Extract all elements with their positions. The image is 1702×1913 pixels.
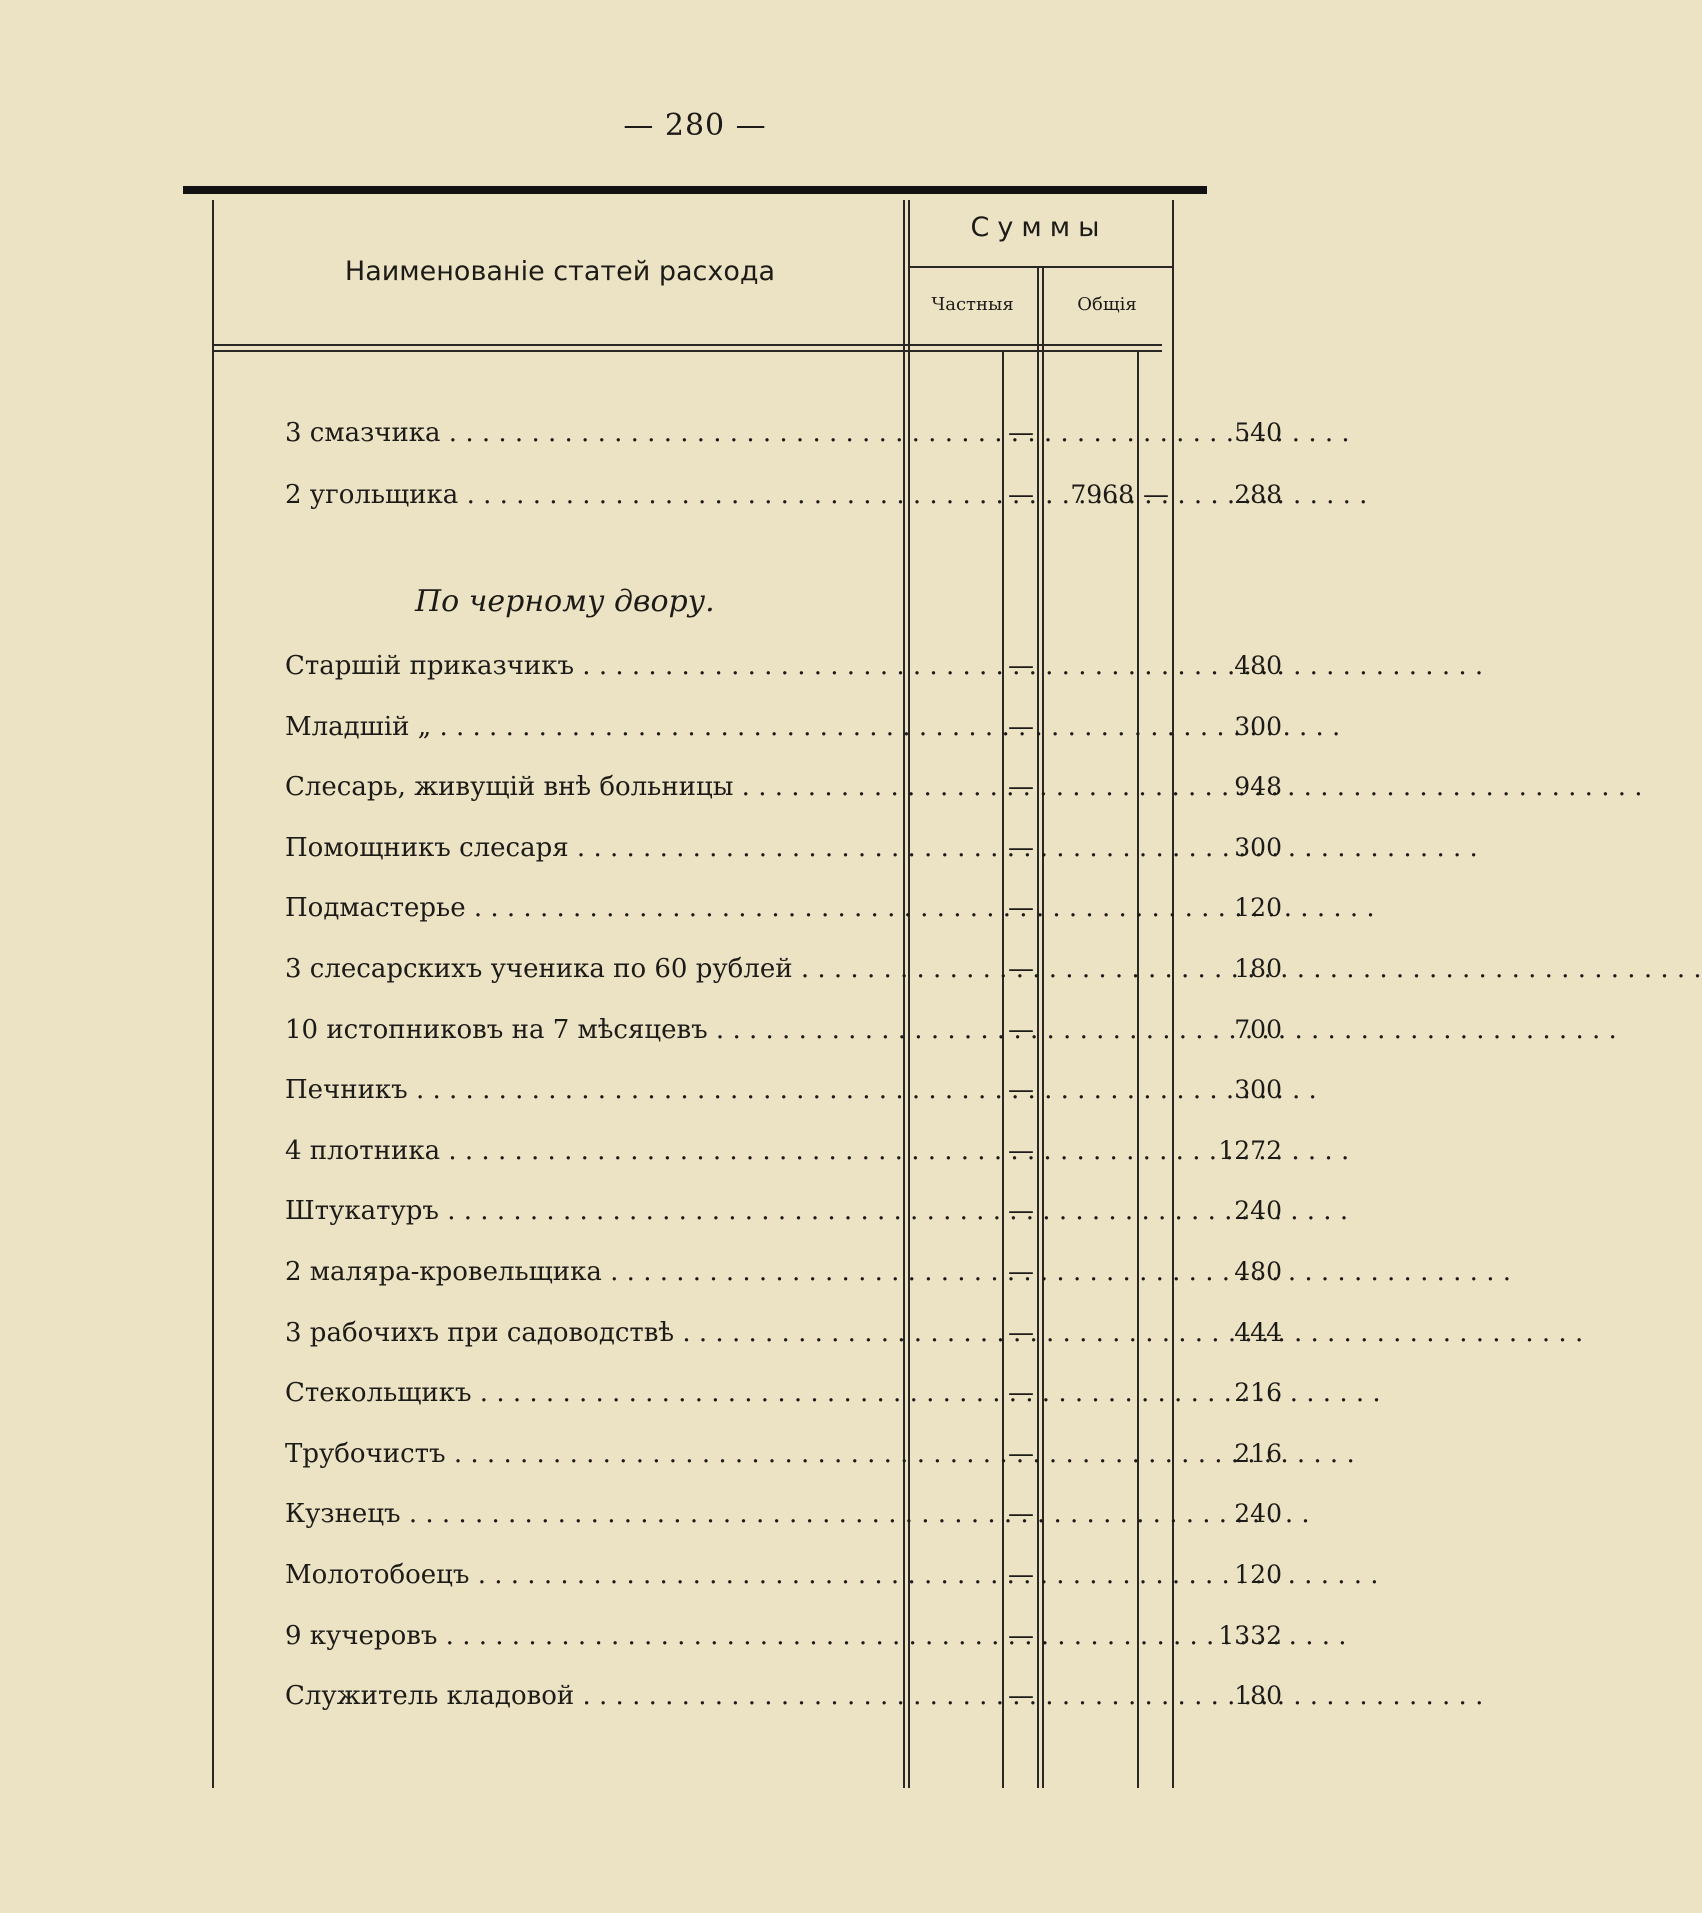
row-label: Штукатуръ . . .	[285, 1196, 895, 1226]
table-left-border	[212, 200, 214, 1788]
row-amount: 1332	[1218, 1620, 1282, 1650]
row-amount: 700	[1234, 1014, 1282, 1044]
row-amount: 1272	[1218, 1135, 1282, 1165]
row-dash: —	[1008, 711, 1034, 742]
row-label: Слесарь, живущій внѣ больницы . . .	[285, 772, 895, 802]
row-amount: 480	[1234, 651, 1282, 680]
sums-subheader-rule	[908, 266, 1172, 268]
row-label: 3 слесарскихъ ученика по 60 рублей . . .	[285, 954, 895, 984]
row-amount: 300	[1234, 711, 1282, 741]
row-amount: 480	[1234, 1257, 1282, 1286]
row-dash: —	[1008, 1317, 1034, 1348]
column-header-total: Общія	[1077, 294, 1137, 315]
row-label: 9 кучеровъ . . .	[285, 1621, 895, 1651]
row-dash: —	[1008, 480, 1034, 510]
row-label: 3 смазчика . . .	[285, 418, 895, 448]
row-label: Помощникъ слесаря . . .	[285, 833, 895, 863]
row-dash: —	[1008, 1560, 1034, 1590]
row-dash: —	[1008, 1257, 1034, 1287]
row-dash: —	[1008, 954, 1034, 984]
row-amount: 216	[1234, 1438, 1282, 1468]
column-header-private: Частныя	[931, 294, 1014, 315]
row-label: Подмастерье . . .	[285, 893, 895, 923]
page-number: — 280 —	[623, 108, 767, 143]
row-amount: 540	[1234, 418, 1282, 447]
row-label: 3 рабочихъ при садоводствѣ . . .	[285, 1318, 895, 1348]
row-dash: —	[1008, 1438, 1034, 1469]
row-amount: 300	[1234, 832, 1282, 862]
row-label: Старшій приказчикъ . . .	[285, 651, 895, 681]
row-amount: 240	[1234, 1196, 1282, 1226]
row-dash: —	[1008, 1075, 1034, 1106]
group-total	[0, 480, 1275, 520]
row-label: Печникъ . . .	[285, 1075, 895, 1105]
header-bottom-rule	[212, 344, 1162, 346]
top-rule	[183, 186, 1207, 194]
row-amount: 288	[1234, 480, 1282, 509]
row-dash: —	[1008, 1135, 1034, 1166]
row-label: 2 угольщика . . .	[285, 480, 895, 510]
row-dash: —	[1008, 832, 1034, 863]
header-bottom-rule-2	[212, 350, 1162, 352]
row-dash: —	[1008, 1620, 1034, 1651]
row-amount: 120	[1234, 893, 1282, 923]
row-dash: —	[1008, 772, 1034, 803]
row-label: Служитель кладовой . . .	[285, 1681, 895, 1711]
row-label: 2 маляра-кровельщика . . .	[285, 1257, 895, 1287]
column-header-name: Наименованіе статей расхода	[344, 256, 776, 287]
row-label: 4 плотника . . .	[285, 1136, 895, 1166]
row-amount: 300	[1234, 1075, 1282, 1105]
row-amount: 240	[1234, 1499, 1282, 1529]
row-label: Молотобоецъ . . .	[285, 1560, 895, 1590]
row-label: Стекольщикъ . . .	[285, 1378, 895, 1408]
row-dash: —	[1008, 651, 1034, 681]
row-dash: —	[1008, 1196, 1034, 1227]
row-dash: —	[1008, 1681, 1034, 1712]
row-amount: 120	[1234, 1560, 1282, 1589]
row-dash: —	[1008, 1014, 1034, 1045]
row-dash: —	[1008, 893, 1034, 924]
row-amount: 444	[1234, 1317, 1282, 1347]
row-label: Трубочистъ . . .	[285, 1439, 895, 1469]
row-amount: 180	[1234, 1681, 1282, 1711]
row-dash: —	[1008, 1499, 1034, 1530]
row-label: 10 истопниковъ на 7 мѣсяцевъ . . .	[285, 1015, 895, 1045]
row-amount: 216	[1234, 1378, 1282, 1408]
group-total-amount: 7968	[1070, 480, 1134, 509]
section-title: По черному двору.	[415, 584, 715, 619]
row-label: Младшій „ . . .	[285, 712, 895, 742]
row-amount: 180	[1234, 954, 1282, 983]
row-amount: 948	[1234, 772, 1282, 802]
row-dash: —	[1008, 1378, 1034, 1409]
group-total-dash: —	[1143, 480, 1169, 510]
row-dash: —	[1008, 418, 1034, 448]
row-label: Кузнецъ . . .	[285, 1499, 895, 1529]
column-header-sums: Суммы	[970, 212, 1108, 243]
